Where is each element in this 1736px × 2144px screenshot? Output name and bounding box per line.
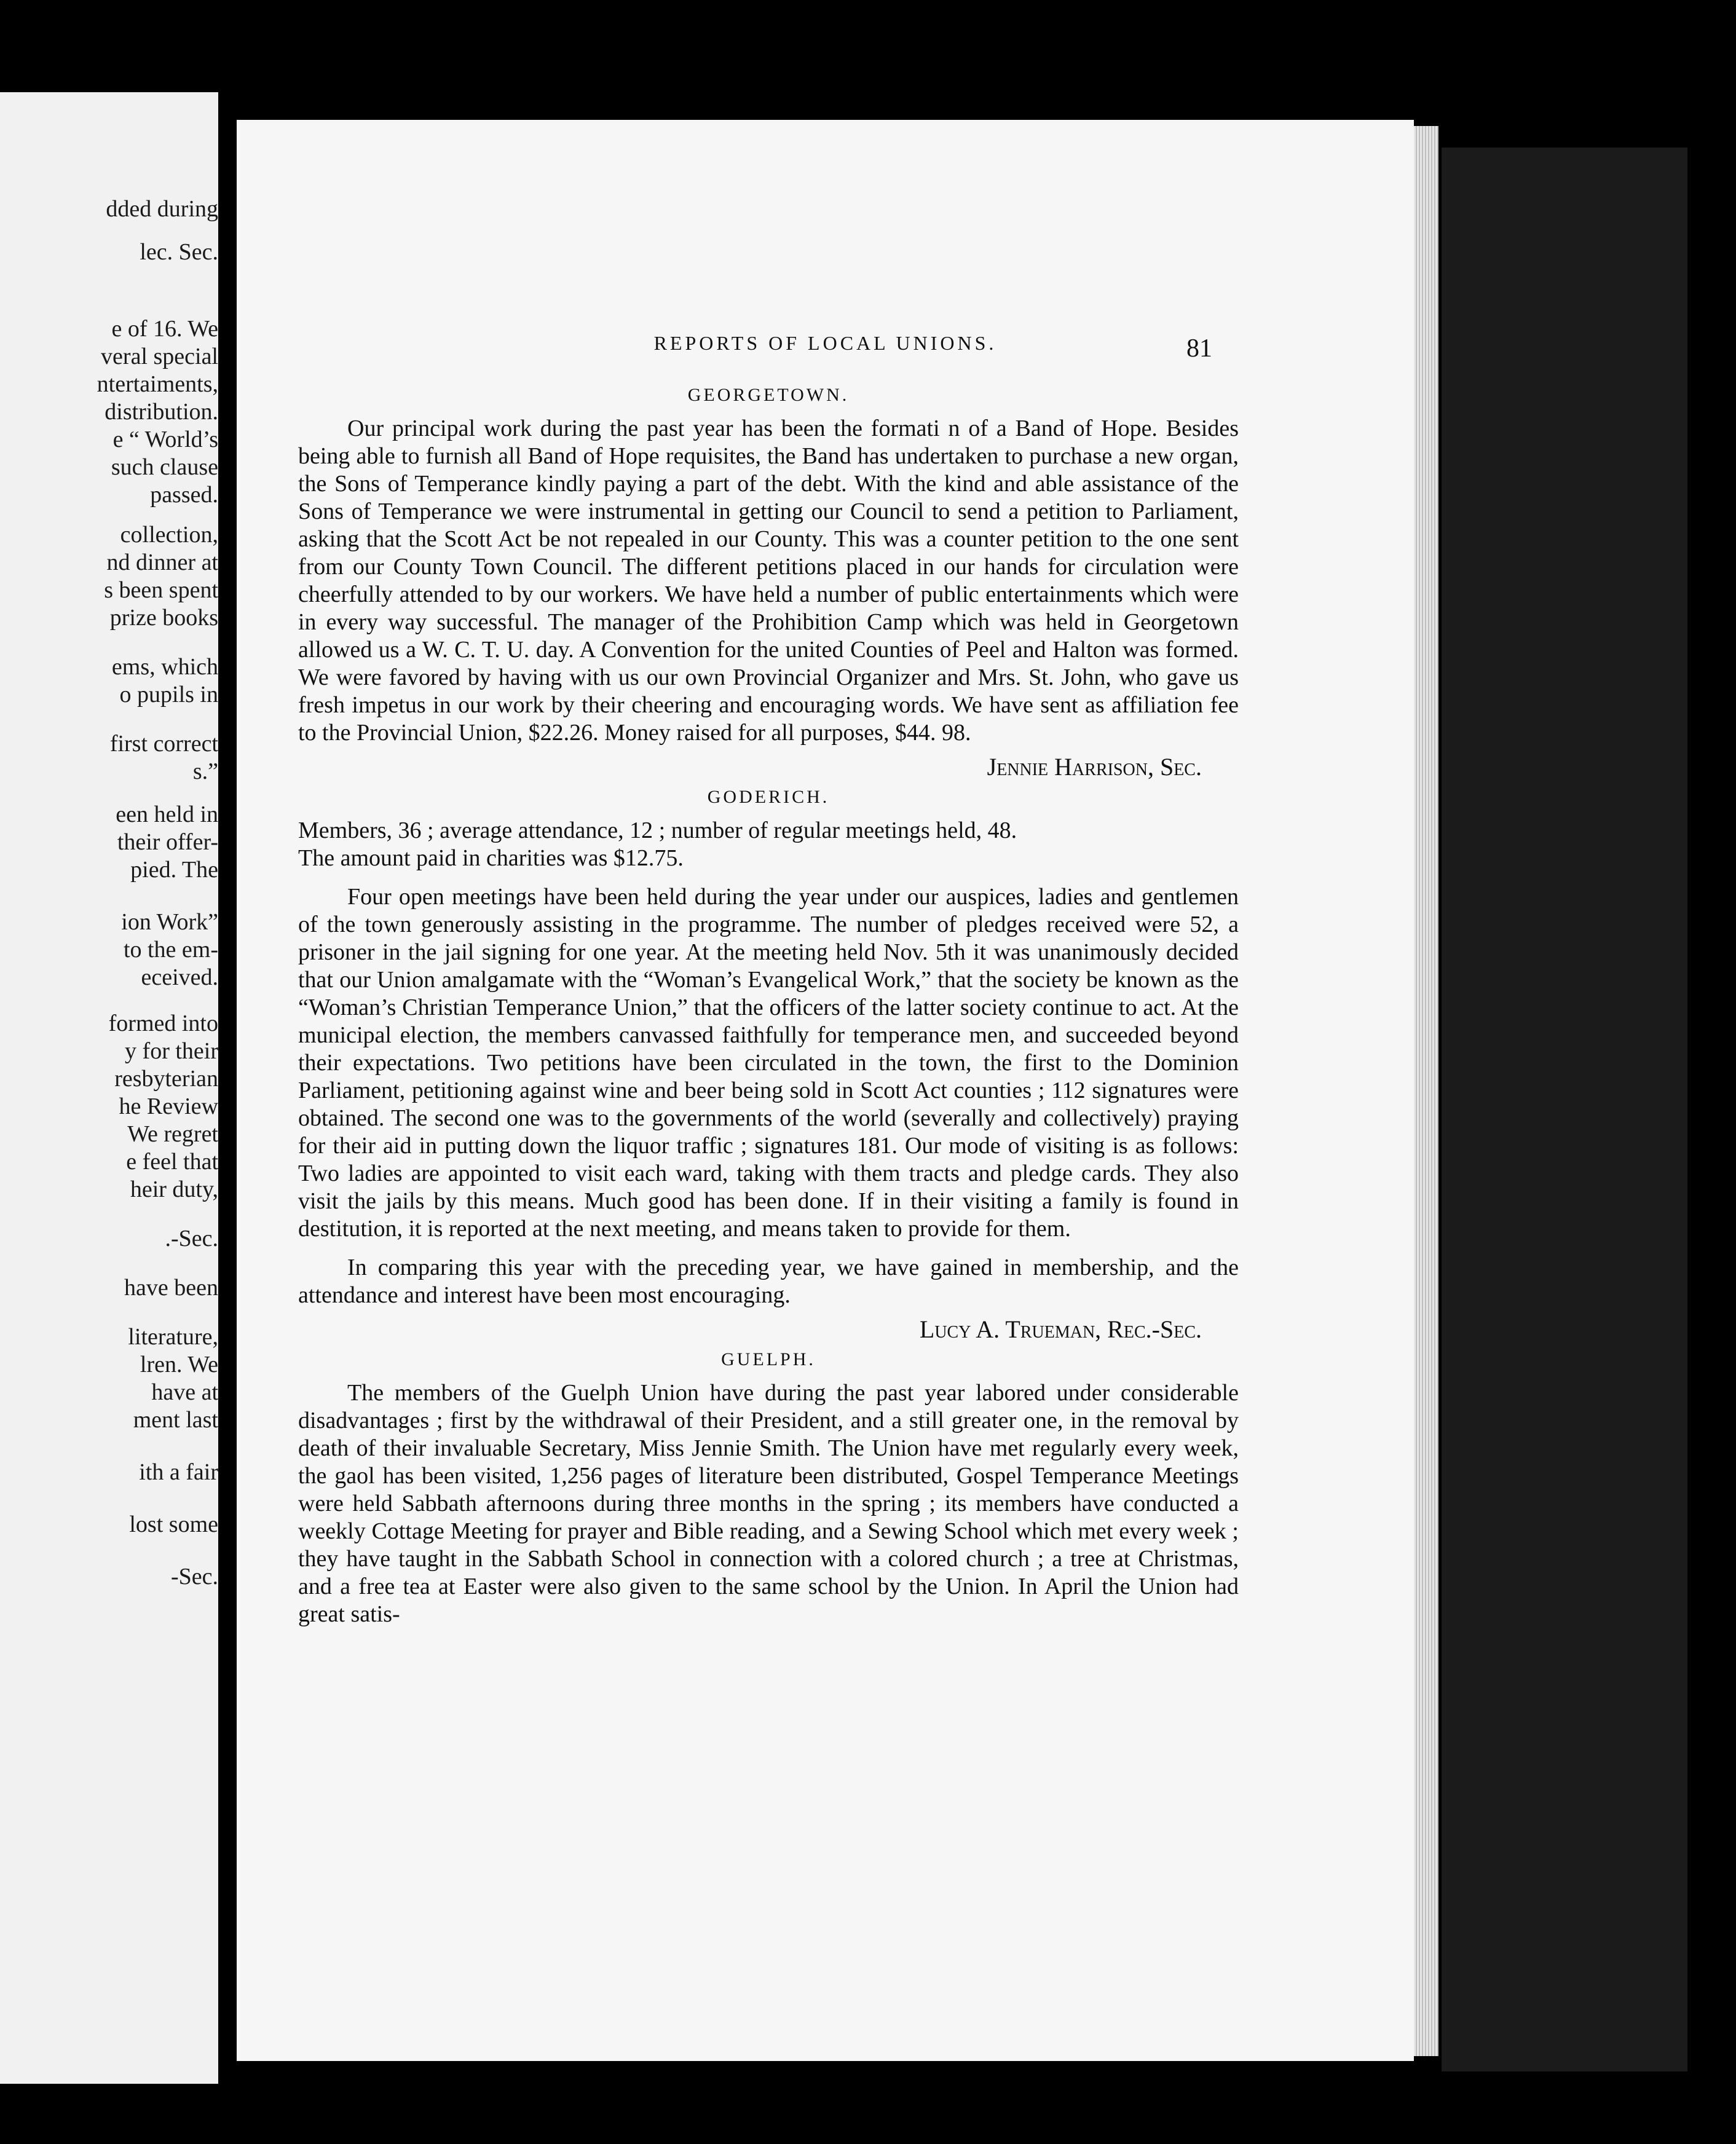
left-page-line: such clause bbox=[111, 454, 218, 480]
left-page-line: pied. The bbox=[130, 857, 218, 883]
left-page-line: distribution. bbox=[105, 399, 218, 425]
page-number: 81 bbox=[1186, 334, 1212, 363]
left-page-line: lost some bbox=[129, 1511, 218, 1537]
left-page-line: passed. bbox=[150, 482, 218, 508]
georgetown-signature: Jennie Harrison, Sec. bbox=[987, 753, 1202, 781]
left-page-line: first correct bbox=[109, 731, 218, 757]
running-head: REPORTS OF LOCAL UNIONS. bbox=[653, 332, 997, 354]
page-body bbox=[298, 381, 1239, 1628]
guelph-paragraph: The members of the Guelph Union have during the past year labored under considerable disadvantages ; first by the withdrawal of their President, and a still greater one, in the removal by death of their invaluable Secretary, Miss Jennie Smith. The Union have met regularly every week, the gaol has been visited, 1,256 pages of literature been distributed, Gospel Temperance Meetings were held Sabbath afternoons during three months in the spring ; its members have conducted a weekly Cottage Meeting for prayer and Bible reading, and a Sewing School which met every week ; they have taught in the Sabbath School in connection with a colored church ; a tree at Christmas, and a free tea at Easter were also given to the same school by the Union. In April the Union had great satis- bbox=[298, 1380, 1239, 1627]
left-page-line: have been bbox=[124, 1275, 218, 1301]
right-page bbox=[237, 120, 1414, 2061]
left-page-line: have at bbox=[151, 1379, 218, 1405]
left-page-line: o pupils in bbox=[119, 682, 218, 707]
left-page-line: to the em- bbox=[123, 937, 218, 963]
left-page-line: ment last bbox=[133, 1407, 218, 1433]
left-page-line: collection, bbox=[120, 522, 218, 548]
section-heading-goderich: GODERICH. bbox=[707, 787, 830, 807]
left-page-line: lren. We bbox=[140, 1352, 218, 1377]
left-page-line: s.” bbox=[192, 759, 218, 784]
goderich-paragraph: Four open meetings have been held during the year under our auspices, ladies and gentlemen of the town generously assisting in the programme. The number of pledges received were 52, a prisoner in the jail signing for one year. At the meeting held Nov. 5th it was unanimously decided that our Union amalgamate with the “Woman’s Evangelical Work,” that the society be known as the “Woman’s Christian Temperance Union,” that the officers of the latter society continue to act. At the municipal election, the members canvassed faithfully for temperance men, and succeeded beyond their expectations. Two petitions have been circulated in the town, the first to the Dominion Parliament, petitioning against wine and beer being sold in Scott Act counties ; 112 signatures were obtained. The second one was to the governments of the world (severally and collectively) praying for their aid in putting down the liquor traffic ; signatures 181. Our mode of visiting is as follows: Two ladies are appointed to visit each ward, taking with them tracts and pledge cards. They also visit the jails by this means. Much good has been done. If in their visiting a family is found in destitution, it is reported at the next meeting, and means taken to provide for them. bbox=[298, 884, 1239, 1242]
left-page-line: y for their bbox=[125, 1038, 218, 1064]
left-page-line: dded during bbox=[106, 196, 218, 222]
left-page-line: formed into bbox=[108, 1011, 218, 1036]
goderich-signature: Lucy A. Trueman, Rec.-Sec. bbox=[919, 1315, 1202, 1343]
left-page-line: nd dinner at bbox=[106, 550, 218, 575]
left-page-line: s been spent bbox=[104, 577, 218, 603]
section-heading-georgetown: GEORGETOWN. bbox=[687, 385, 850, 405]
goderich-stats-line: Members, 36 ; average attendance, 12 ; number of regular meetings held, 48. bbox=[298, 818, 1017, 843]
left-page-line: lec. Sec. bbox=[140, 239, 218, 265]
left-page-line: he Review bbox=[119, 1094, 218, 1119]
left-page-line: resbyterian bbox=[114, 1066, 218, 1092]
left-page-line: We regret bbox=[127, 1121, 218, 1147]
left-page-line: ith a fair bbox=[139, 1459, 218, 1485]
left-page-line: literature, bbox=[128, 1324, 218, 1350]
left-page-line: heir duty, bbox=[130, 1176, 218, 1202]
left-page-line: een held in bbox=[116, 802, 218, 827]
left-page-line: prize books bbox=[109, 605, 218, 631]
georgetown-paragraph: Our principal work during the past year has been the formati n of a Band of Hope. Besides being able to furnish all Band of Hope requisites, the Band has undertaken to purchase a new organ, the Sons of Temperance kindly paying a part of the debt. With the kind and able assistance of the Sons of Temperance we were instrumental in getting our Council to send a petition to Parliament, asking that the Scott Act be not repealed in our County. This was a counter petition to the one sent from our County Town Council. The different petitions placed in our hands for circulation were cheerfully attended to by our workers. We have held a number of public entertainments which were in every way successful. The manager of the Prohibition Camp which was held in Georgetown allowed us a W. C. T. U. day. A Convention for the united Counties of Peel and Halton was formed. We were favored by having with us our own Provincial Organizer and Mrs. St. John, who gave us fresh impetus in our work by their cheering and encouraging words. We have sent as affiliation fee to the Provincial Union, $22.26. Money raised for all purposes, $44. 98. bbox=[298, 416, 1239, 746]
left-page-line: veral special bbox=[101, 344, 218, 369]
book-binding bbox=[1442, 148, 1687, 2071]
left-page-line: -Sec. bbox=[170, 1564, 218, 1590]
left-page bbox=[0, 92, 218, 2084]
left-page-line: e feel that bbox=[126, 1149, 218, 1175]
section-heading-guelph: GUELPH. bbox=[721, 1349, 816, 1370]
left-page-line: e “ World’s bbox=[112, 427, 218, 452]
left-page-line: eceived. bbox=[141, 964, 218, 990]
left-page-line: ems, which bbox=[111, 654, 218, 680]
left-page-line: their offer- bbox=[117, 829, 218, 855]
left-page-line: .-Sec. bbox=[165, 1226, 218, 1251]
goderich-summary-paragraph: In comparing this year with the preceding year, we have gained in membership, and the attendance and interest have been most encouraging. bbox=[298, 1255, 1239, 1308]
left-page-line: ion Work” bbox=[121, 909, 218, 935]
left-page-line: ntertaiments, bbox=[97, 371, 218, 397]
left-page-line: e of 16. We bbox=[111, 316, 218, 342]
goderich-charities-line: The amount paid in charities was $12.75. bbox=[298, 845, 684, 871]
